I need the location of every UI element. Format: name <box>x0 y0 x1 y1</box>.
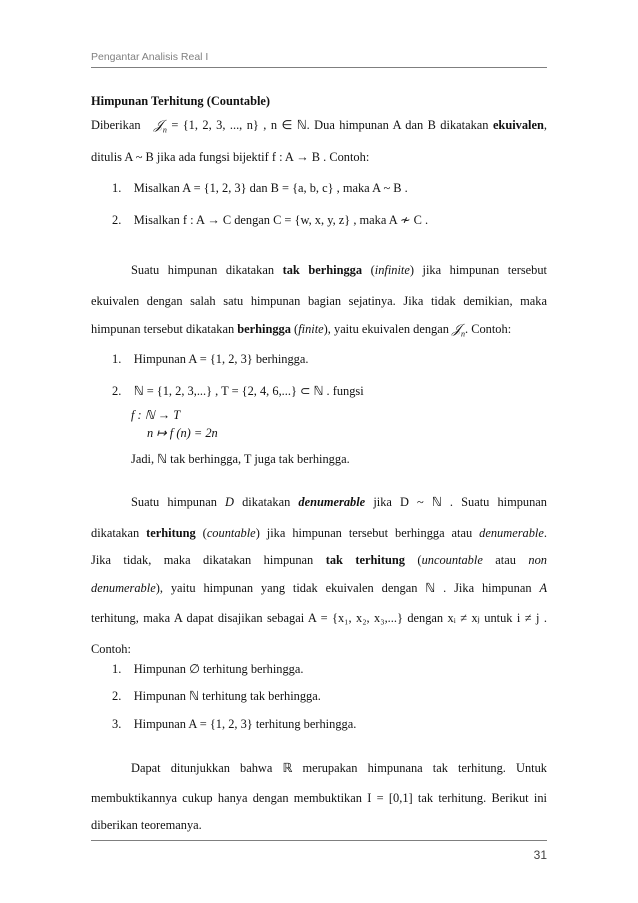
header-rule <box>91 67 547 68</box>
example-equiv-1: 1. Misalkan A = {1, 2, 3} dan B = {a, b, c} , maka A ~ B . <box>112 181 408 195</box>
section-title: Himpunan Terhitung (Countable) <box>91 94 271 108</box>
def-countable-line-5: terhitung, maka A dapat disajikan sebagai A = {x₁, x₂, x₃,...} dengan xᵢ ≠ xⱼ untuk i ≠ j . <box>91 611 547 625</box>
closing-line-3: diberikan teoremanya. <box>91 818 202 832</box>
example-countable-1: 1. Himpunan ∅ terhitung berhingga. <box>112 662 304 676</box>
running-head: Pengantar Analisis Real I <box>91 51 209 63</box>
example-infinite-1: 1. Himpunan A = {1, 2, 3} berhingga. <box>112 352 309 366</box>
def-infinite-line-1: Suatu himpunan dikatakan tak berhingga (infinite) jika himpunan tersebut <box>131 263 547 277</box>
page-number: 31 <box>533 848 547 862</box>
closing-line-2: membuktikannya cukup hanya dengan membuktikan I = [0,1] tak terhitung. Berikut ini <box>91 791 547 805</box>
example-countable-2: 2. Himpunan ℕ terhitung tak berhingga. <box>112 689 321 703</box>
footer-rule <box>91 840 547 841</box>
example-countable-3: 3. Himpunan A = {1, 2, 3} terhitung berhingga. <box>112 717 357 731</box>
def-countable-line-4: denumerable), yaitu himpunan yang tidak ekuivalen dengan ℕ . Jika himpunan A <box>91 581 548 595</box>
mapping-line-2: n ↦ f (n) = 2n <box>147 426 218 440</box>
def-countable-line-1: Suatu himpunan D dikatakan denumerable jika D ~ ℕ . Suatu himpunan <box>131 495 548 509</box>
def-countable-line-2: dikatakan terhitung (countable) jika himpunan tersebut berhingga atau denumerable. <box>91 526 547 540</box>
example-infinite-conclusion: Jadi, ℕ tak berhingga, T juga tak berhingga. <box>131 452 350 466</box>
contoh-label: Contoh: <box>91 642 131 656</box>
def-countable-line-3: Jika tidak, maka dikatakan himpunan tak terhitung (uncountable atau non <box>91 553 547 567</box>
def-equiv-line-1: Diberikan 𝒥$_n$ = {1, 2, 3, ..., n} , n ∈ ℕ. Dua himpunan A dan B dikatakan ekuivalen, <box>91 118 547 135</box>
example-infinite-2: 2. ℕ = {1, 2, 3,...} , T = {2, 4, 6,...} ⊂ ℕ . fungsi <box>112 384 364 398</box>
script-J-symbol: 𝒥 <box>153 118 163 133</box>
def-equiv-line-2: ditulis A ~ B jika ada fungsi bijektif f : A → B . Contoh: <box>91 150 370 164</box>
example-equiv-2: 2. Misalkan f : A → C dengan C = {w, x, y, z} , maka A ≁ C . <box>112 213 429 227</box>
def-infinite-line-2: ekuivalen dengan salah satu himpunan bagian sejatinya. Jika tidak demikian, maka <box>91 294 547 308</box>
mapping-line-1: f : ℕ → T <box>131 408 181 422</box>
def-infinite-line-3: himpunan tersebut dikatakan berhingga (finite), yaitu ekuivalen dengan 𝒥$_n$. Contoh: <box>91 322 512 339</box>
closing-line-1: Dapat ditunjukkan bahwa ℝ merupakan himpunana tak terhitung. Untuk <box>131 761 547 775</box>
script-J-symbol: 𝒥 <box>452 322 462 337</box>
